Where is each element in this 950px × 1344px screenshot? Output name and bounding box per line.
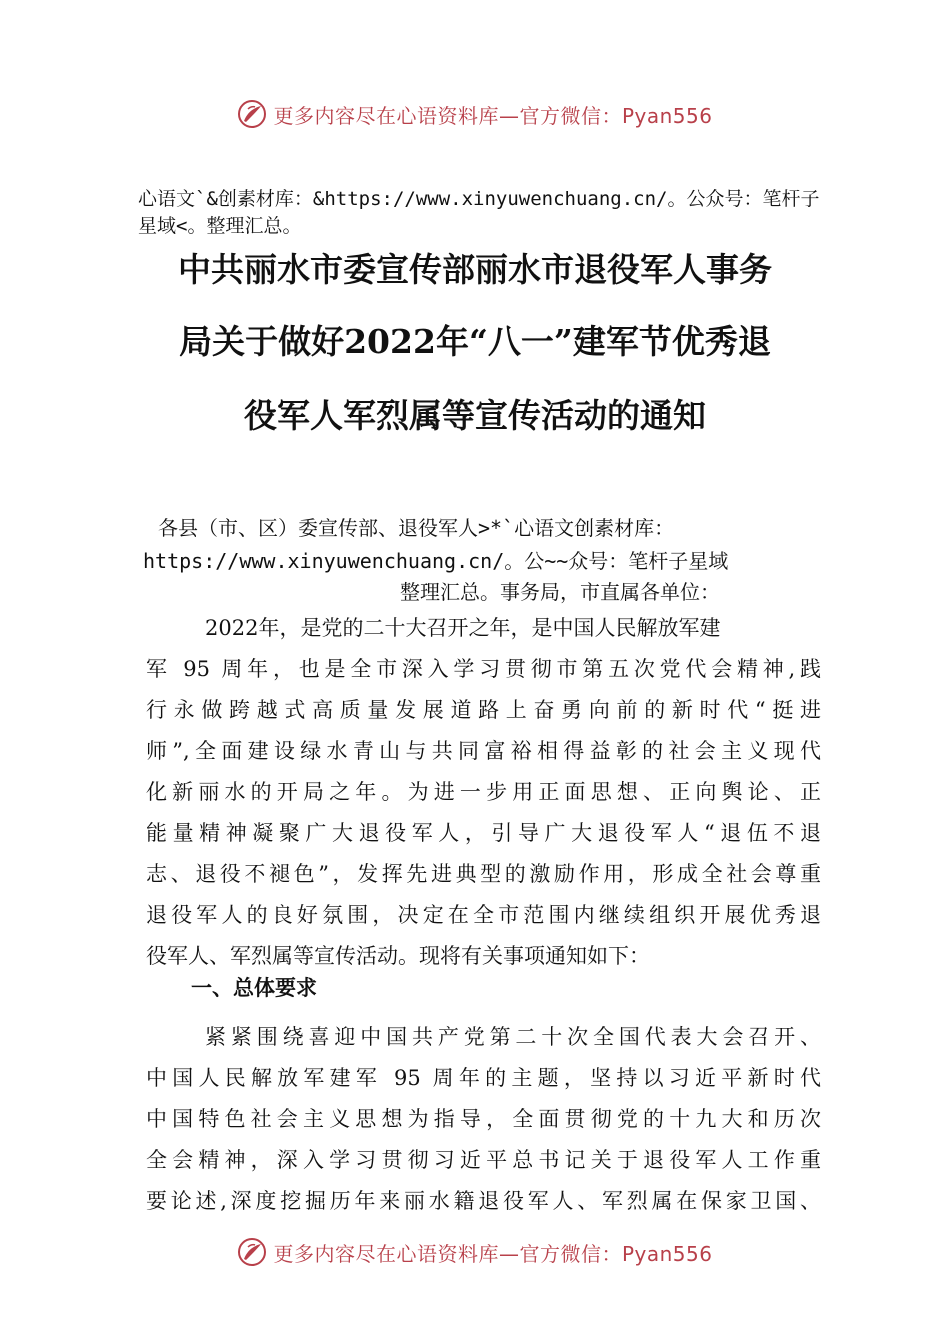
paragraph-1-line: 志、退役不褪色”，发挥先进典型的激励作用，形成全社会尊重 bbox=[146, 862, 821, 886]
document-title-line-2: 局关于做好2022年“八一”建军节优秀退 bbox=[179, 322, 771, 361]
addressee-line-3: 整理汇总。事务局，市直属各单位： bbox=[400, 580, 720, 604]
paragraph-2-line: 紧紧围绕喜迎中国共产党第二十次全国代表大会召开、 bbox=[205, 1025, 821, 1049]
document-title-line-1: 中共丽水市委宣传部丽水市退役军人事务 bbox=[178, 250, 772, 289]
pen-logo-icon bbox=[237, 99, 267, 129]
paragraph-1-line: 行永做跨越式高质量发展道路上奋勇向前的新时代“挺进 bbox=[146, 698, 821, 722]
paragraph-2-line: 全会精神，深入学习贯彻习近平总书记关于退役军人工作重 bbox=[146, 1148, 821, 1172]
paragraph-1-line: 师”,全面建设绿水青山与共同富裕相得益彰的社会主义现代 bbox=[146, 739, 821, 763]
paragraph-2-line: 中国特色社会主义思想为指导，全面贯彻党的十九大和历次 bbox=[146, 1107, 821, 1131]
addressee-line-2: https://www.xinyuwenchuang.cn/。公~~众号：笔杆子星域 bbox=[143, 549, 729, 573]
banner-text: 更多内容尽在心语资料库—官方微信：Pyan556 bbox=[273, 1241, 713, 1266]
addressee-line-1: 各县（市、区）委宣传部、退役军人>*`心语文创素材库： bbox=[158, 516, 675, 540]
paragraph-2-line: 中国人民解放军建军 95 周年的主题，坚持以习近平新时代 bbox=[146, 1066, 821, 1090]
section-heading: 一、总体要求 bbox=[191, 976, 317, 1000]
paragraph-1-line: 退役军人的良好氛围，决定在全市范围内继续组织开展优秀退 bbox=[146, 903, 821, 927]
header-banner bbox=[0, 94, 950, 134]
footer-banner bbox=[0, 1232, 950, 1272]
paragraph-1-line: 2022年，是党的二十大召开之年，是中国人民解放军建 bbox=[205, 616, 721, 640]
banner-text: 更多内容尽在心语资料库—官方微信：Pyan556 bbox=[273, 103, 713, 128]
paragraph-1-line: 军 95 周年，也是全市深入学习贯彻市第五次党代会精神,践 bbox=[146, 657, 821, 681]
paragraph-1-line: 役军人、军烈属等宣传活动。现将有关事项通知如下： bbox=[146, 944, 650, 968]
paragraph-2-line: 要论述,深度挖掘历年来丽水籍退役军人、军烈属在保家卫国、 bbox=[146, 1189, 821, 1213]
paragraph-1-line: 能量精神凝聚广大退役军人，引导广大退役军人“退伍不退 bbox=[146, 821, 821, 845]
source-note: 心语文`&创素材库：&https://www.xinyuwenchuang.cn/。公众号：笔杆子星域<。整理汇总。 bbox=[138, 188, 820, 237]
pen-logo-icon bbox=[237, 1237, 267, 1267]
document-title-line-3: 役军人军烈属等宣传活动的通知 bbox=[244, 396, 706, 435]
paragraph-1-line: 化新丽水的开局之年。为进一步用正面思想、正向舆论、正 bbox=[146, 780, 821, 804]
